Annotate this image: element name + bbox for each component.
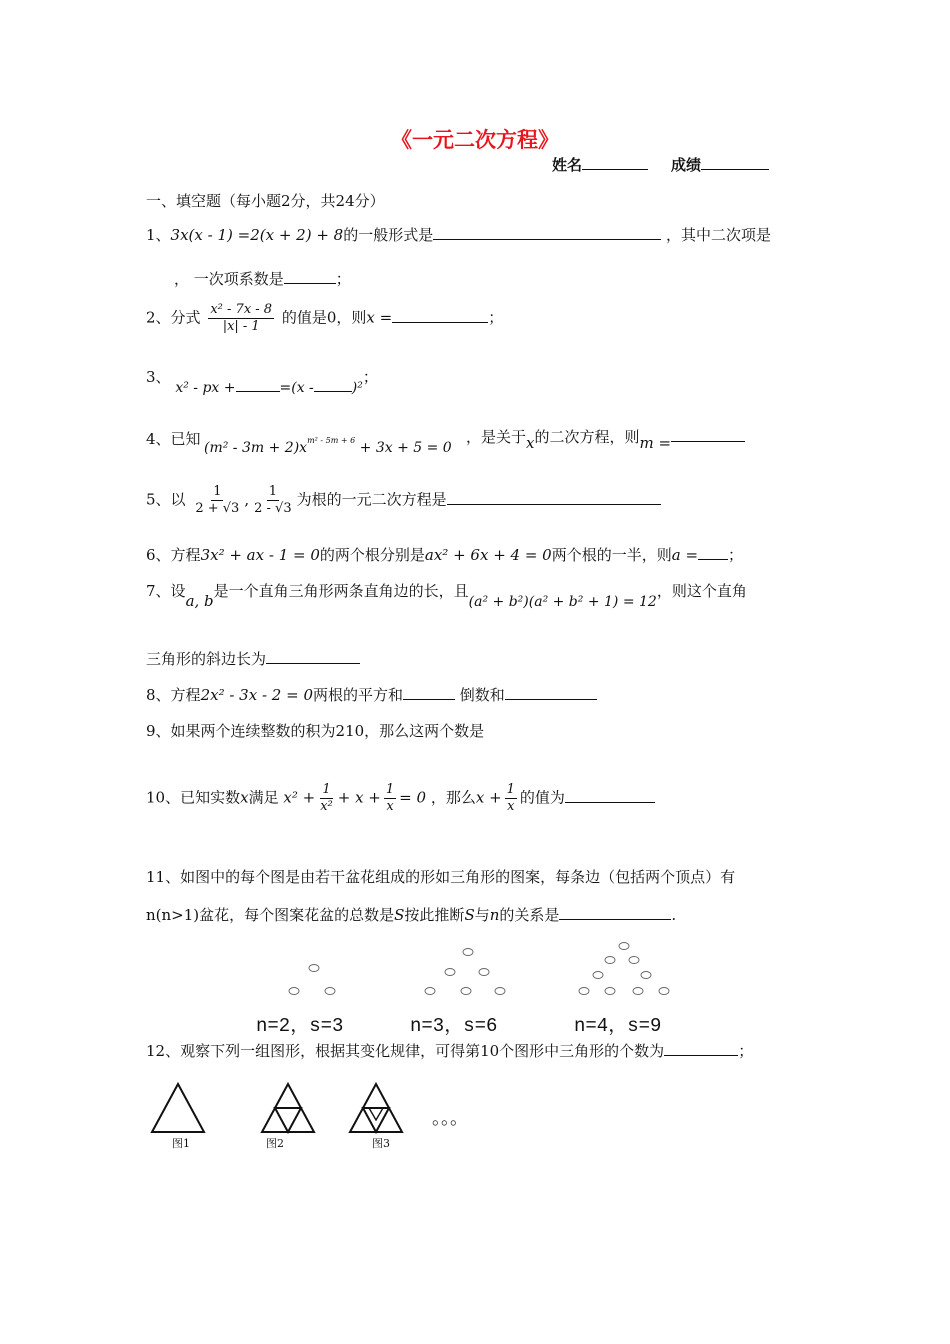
q2-blank[interactable]: [392, 308, 488, 323]
q12-ellipsis: 。。。: [432, 1110, 468, 1130]
q11-caption-3: n=4，s=9: [574, 1015, 662, 1037]
q11-caption-1: n=2，s=3: [256, 1015, 344, 1037]
q5-number: 5、: [146, 490, 171, 509]
pot-13: [593, 972, 603, 979]
question-11-cont: [146, 904, 676, 925]
section-heading: 一、填空题（每小题2分，共24分）: [146, 192, 385, 210]
q10-expr-a: x² +: [283, 788, 316, 807]
q12-fig-label-2: 图2: [266, 1137, 284, 1150]
q11-caption-2: n=3，s=6: [410, 1015, 498, 1037]
q11-text-c: 按此推断: [404, 906, 465, 924]
q1-blank-coefficient[interactable]: [284, 269, 336, 284]
q10-f1-num: 1: [322, 782, 331, 797]
q4-var-m: m =: [639, 434, 672, 452]
q11-text-e: 的关系是: [499, 906, 560, 924]
pot-4: [463, 949, 473, 956]
q10-f1-den: x²: [320, 799, 333, 814]
q12-number: 12、: [146, 1042, 181, 1060]
score-label: 成绩: [671, 156, 702, 174]
q3-blank-1[interactable]: [236, 377, 280, 392]
page-title: 《一元二次方程》: [391, 128, 559, 152]
q2-fraction-num: x² - 7x - 8: [210, 302, 273, 317]
q6-lead: 方程: [170, 546, 201, 564]
pot-9: [495, 988, 505, 995]
q8-text-b: 倒数和: [459, 686, 505, 704]
question-4: [146, 428, 201, 449]
q1-text-b: ，其中二次项是: [666, 226, 772, 244]
q11-var-s: S: [394, 906, 405, 924]
q5-fraction-2: [252, 484, 293, 517]
q6-eq1: 3x² + ax - 1 = 0: [200, 546, 320, 564]
q7-number: 7、: [146, 582, 171, 600]
q10-f3-num: 1: [506, 782, 515, 797]
question-10: [146, 782, 655, 815]
pot-17: [633, 988, 643, 995]
q6-eq2: ax² + 6x + 4 = 0: [424, 546, 552, 564]
question-1: [146, 224, 771, 245]
q4-equation: [204, 436, 452, 456]
q10-text-b: ，那么: [430, 788, 476, 807]
q10-f2-num: 1: [385, 782, 395, 797]
q4-text-b: 的二次方程，则: [534, 428, 640, 446]
q1-equation: 3x(x - 1) =2(x + 2) + 8: [170, 226, 344, 244]
q2-fraction-den: |x| - 1: [222, 319, 260, 334]
pot-15: [579, 988, 589, 995]
question-2: [146, 302, 503, 335]
q1-blank-general-form[interactable]: [433, 225, 661, 240]
q7-text-c: 三角形的斜边长为: [146, 650, 267, 668]
q5-f1-den: 2 + √3: [195, 501, 240, 516]
q10-fraction-1: [318, 782, 335, 815]
pot-16: [605, 988, 615, 995]
q8-text-a: 两根的平方和: [312, 686, 403, 704]
q3-expression: [175, 380, 363, 396]
fig2-inner-triangle: [275, 1108, 301, 1132]
q6-var: a =: [671, 546, 699, 564]
q2-number: 2、: [146, 308, 171, 327]
q10-text-c: 的值为: [519, 788, 565, 807]
q11-blank[interactable]: [559, 905, 671, 920]
score-blank[interactable]: [701, 155, 769, 170]
q10-f2-den: x: [386, 799, 394, 814]
q4-var-x: x: [526, 434, 535, 452]
q10-expr-c: = 0: [399, 788, 427, 807]
q10-var: x: [240, 788, 249, 807]
score-field: [671, 154, 769, 175]
question-3: [146, 366, 378, 396]
q2-fraction: [208, 302, 274, 335]
question-7-cont: [146, 648, 360, 669]
q8-equation: 2x² - 3x - 2 = 0: [200, 686, 313, 704]
q11-number: 11、: [146, 868, 181, 886]
pot-7: [425, 988, 435, 995]
q11-text-a: 如图中的每个图是由若干盆花组成的形如三角形的图案，每条边（包括两个顶点）有: [180, 868, 736, 886]
q10-blank[interactable]: [565, 788, 655, 803]
pot-12: [629, 957, 639, 964]
name-blank[interactable]: [582, 155, 648, 170]
pot-3: [325, 988, 335, 995]
pot-1: [309, 965, 319, 972]
q5-blank[interactable]: [447, 490, 661, 505]
q6-blank[interactable]: [698, 545, 728, 560]
q10-f3-den: x: [507, 799, 515, 814]
pot-5: [445, 969, 455, 976]
q8-lead: 方程: [170, 686, 201, 704]
q7-equation: (a² + b²)(a² + b² + 1) = 12: [468, 594, 657, 610]
pot-14: [641, 972, 651, 979]
q3-expr-b: =(x -: [279, 380, 314, 396]
pot-18: [659, 988, 669, 995]
q7-vars: a, b: [185, 592, 214, 610]
q8-blank-reciprocal-sum[interactable]: [505, 685, 597, 700]
q5-f2-num: 1: [268, 484, 277, 499]
q6-text-b: 两个根的一半，则: [551, 546, 672, 564]
q4-blank[interactable]: [671, 427, 745, 442]
question-11: [146, 866, 735, 887]
q7-blank[interactable]: [266, 649, 360, 664]
q12-fig-label-1: 图1: [172, 1137, 190, 1150]
q4-expr-tail: + 3x + 5 = 0: [359, 440, 452, 456]
q4-number: 4、: [146, 430, 171, 448]
name-field: [552, 154, 648, 175]
q3-blank-2[interactable]: [314, 377, 352, 392]
q4-text: [466, 426, 745, 452]
q8-blank-sum-squares[interactable]: [403, 685, 455, 700]
q11-var-n: n: [489, 906, 500, 924]
pot-6: [479, 969, 489, 976]
question-6: [146, 544, 743, 565]
q3-expr-c: )²: [351, 380, 363, 396]
q1-text-c: ， 一次项系数是: [174, 270, 284, 288]
question-1-cont: [174, 268, 351, 289]
q4-lead: 已知: [170, 430, 201, 448]
q12-text: 观察下列一组图形，根据其变化规律，可得第10个图形中三角形的个数为: [180, 1042, 665, 1060]
q2-end: ；: [488, 308, 504, 327]
question-7: [146, 580, 747, 610]
q2-lead: 分式: [170, 308, 201, 327]
q5-f1-num: 1: [213, 484, 222, 499]
q11-text-d: 与: [474, 906, 490, 924]
q5-fraction-1: [193, 484, 241, 517]
q12-blank[interactable]: [664, 1041, 738, 1056]
fig1-triangle: [152, 1084, 204, 1132]
question-8: [146, 684, 597, 705]
q1-end: ；: [335, 270, 351, 288]
fig3-innermost-triangle: [369, 1108, 383, 1120]
q9-number: 9、: [146, 722, 171, 740]
q3-number: 3、: [146, 368, 171, 386]
q10-text-a: 满足: [248, 788, 279, 807]
q10-expr-d: x +: [475, 788, 502, 807]
question-12: [146, 1040, 753, 1061]
q2-var: x =: [366, 308, 393, 327]
q10-fraction-3: [505, 782, 517, 815]
q7-text-a: 是一个直角三角形两条直角边的长，且: [213, 582, 469, 600]
q6-number: 6、: [146, 546, 171, 564]
q1-text-a: 的一般形式是: [343, 226, 434, 244]
q11-pot-patterns: [280, 938, 700, 1008]
q5-text: 为根的一元二次方程是: [296, 490, 447, 509]
q5-lead: 以: [170, 490, 186, 509]
q4-text-a: ，是关于: [466, 428, 527, 446]
q12-end: ；: [738, 1042, 754, 1060]
pot-10: [619, 943, 629, 950]
q7-lead: 设: [170, 582, 186, 600]
pot-2: [289, 988, 299, 995]
q7-text-b: ，则这个直角: [656, 582, 747, 600]
q5-f2-den: 2 - √3: [254, 501, 292, 516]
q4-exponent: m² - 5m + 6: [307, 436, 356, 445]
question-5: 5、以 $\frac{1}{2 + √3}$ , $\frac{1}{2 - √3}$ 为根的一元二次方程是: [146, 484, 661, 517]
q11-text-b: n(n>1)盆花，每个图案花盆的总数是: [146, 906, 395, 924]
q6-end: ；: [728, 546, 744, 564]
q1-number: 1、: [146, 226, 171, 244]
name-label: 姓名: [552, 156, 583, 174]
q10-fraction-2: [384, 782, 396, 815]
q10-lead: 已知实数: [180, 788, 241, 807]
q10-number: 10、: [146, 788, 181, 807]
q3-end: ；: [362, 368, 378, 386]
q11-var-s2: S: [464, 906, 475, 924]
q9-text: 如果两个连续整数的积为210，那么这两个数是: [170, 722, 485, 740]
pot-11: [605, 957, 615, 964]
pot-8: [461, 988, 471, 995]
question-9: [146, 720, 484, 741]
q6-text-a: 的两个根分别是: [319, 546, 425, 564]
q4-expr: (m² - 3m + 2)x: [204, 440, 308, 456]
q10-expr-b: + x +: [337, 788, 381, 807]
q11-end: .: [671, 906, 677, 924]
q2-text-a: 的值是0，则: [281, 308, 367, 327]
q8-number: 8、: [146, 686, 171, 704]
q12-fig-label-3: 图3: [372, 1137, 390, 1150]
q3-expr-a: x² - px +: [175, 380, 236, 396]
